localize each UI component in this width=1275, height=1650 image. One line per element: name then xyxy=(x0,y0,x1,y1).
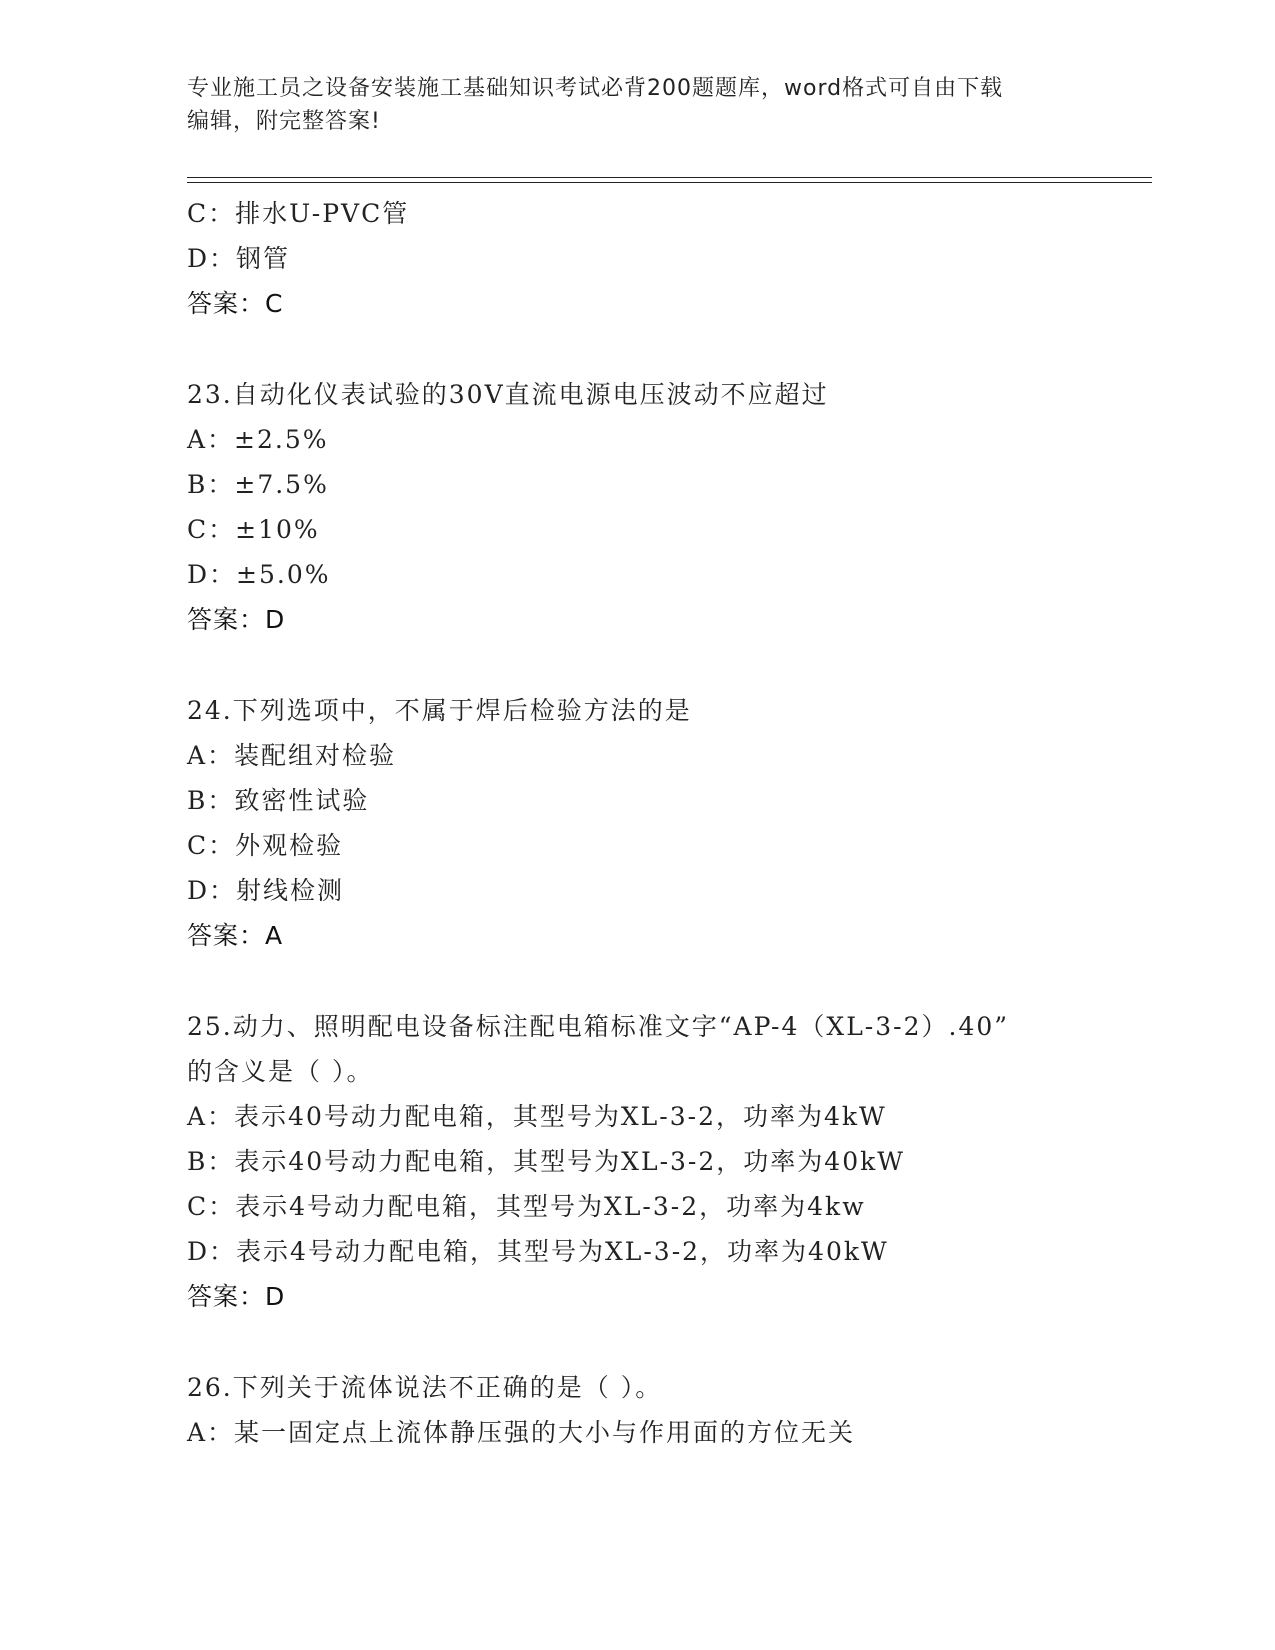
header-divider-bottom xyxy=(187,182,1152,183)
header-title-line-2: 编辑，附完整答案! xyxy=(187,109,381,134)
question-stem: 26.下列关于流体说法不正确的是（ ）。 xyxy=(187,1373,663,1402)
answer-line: 答案：D xyxy=(187,1282,286,1311)
spacer xyxy=(187,642,1147,688)
spacer xyxy=(187,1319,1147,1365)
option-d: D：表示4号动力配电箱，其型号为XL-3-2，功率为40kW xyxy=(187,1237,889,1266)
document-header xyxy=(187,72,1087,138)
header-title-line-1: 专业施工员之设备安装施工基础知识考试必背200题题库，word格式可自由下载 xyxy=(187,76,1004,101)
option-d: D：射线检测 xyxy=(187,876,345,905)
answer-line: 答案：D xyxy=(187,605,286,634)
question-stem: 24.下列选项中，不属于焊后检验方法的是 xyxy=(187,696,692,725)
question-25 xyxy=(187,1004,1147,1319)
spacer xyxy=(187,958,1147,1004)
question-stem: 25.动力、照明配电设备标注配电箱标准文字“AP-4（XL-3-2）.40” xyxy=(187,1012,1010,1041)
option-c: C：表示4号动力配电箱，其型号为XL-3-2，功率为4kw xyxy=(187,1192,866,1221)
question-22-continued xyxy=(187,191,1147,326)
question-23 xyxy=(187,372,1147,642)
option-b: B：致密性试验 xyxy=(187,786,370,815)
option-d: D：±5.0% xyxy=(187,560,331,589)
option-a: A：某一固定点上流体静压强的大小与作用面的方位无关 xyxy=(187,1418,856,1447)
question-stem: 23.自动化仪表试验的30V直流电源电压波动不应超过 xyxy=(187,380,829,409)
question-stem-continued: 的含义是（ ）。 xyxy=(187,1057,374,1086)
question-list xyxy=(187,191,1147,1455)
option-d: D：钢管 xyxy=(187,244,291,273)
answer-line: 答案：A xyxy=(187,921,284,950)
option-c: C：外观检验 xyxy=(187,831,344,860)
answer-line: 答案：C xyxy=(187,289,284,318)
option-b: B：表示40号动力配电箱，其型号为XL-3-2，功率为40kW xyxy=(187,1147,905,1176)
header-divider-top xyxy=(187,177,1152,178)
option-c: C：排水U-PVC管 xyxy=(187,199,410,228)
option-c: C：±10% xyxy=(187,515,320,544)
spacer xyxy=(187,326,1147,372)
option-a: A：表示40号动力配电箱，其型号为XL-3-2，功率为4kW xyxy=(187,1102,887,1131)
option-b: B：±7.5% xyxy=(187,470,329,499)
option-a: A：装配组对检验 xyxy=(187,741,397,770)
question-26 xyxy=(187,1365,1147,1455)
question-24 xyxy=(187,688,1147,958)
option-a: A：±2.5% xyxy=(187,425,329,454)
